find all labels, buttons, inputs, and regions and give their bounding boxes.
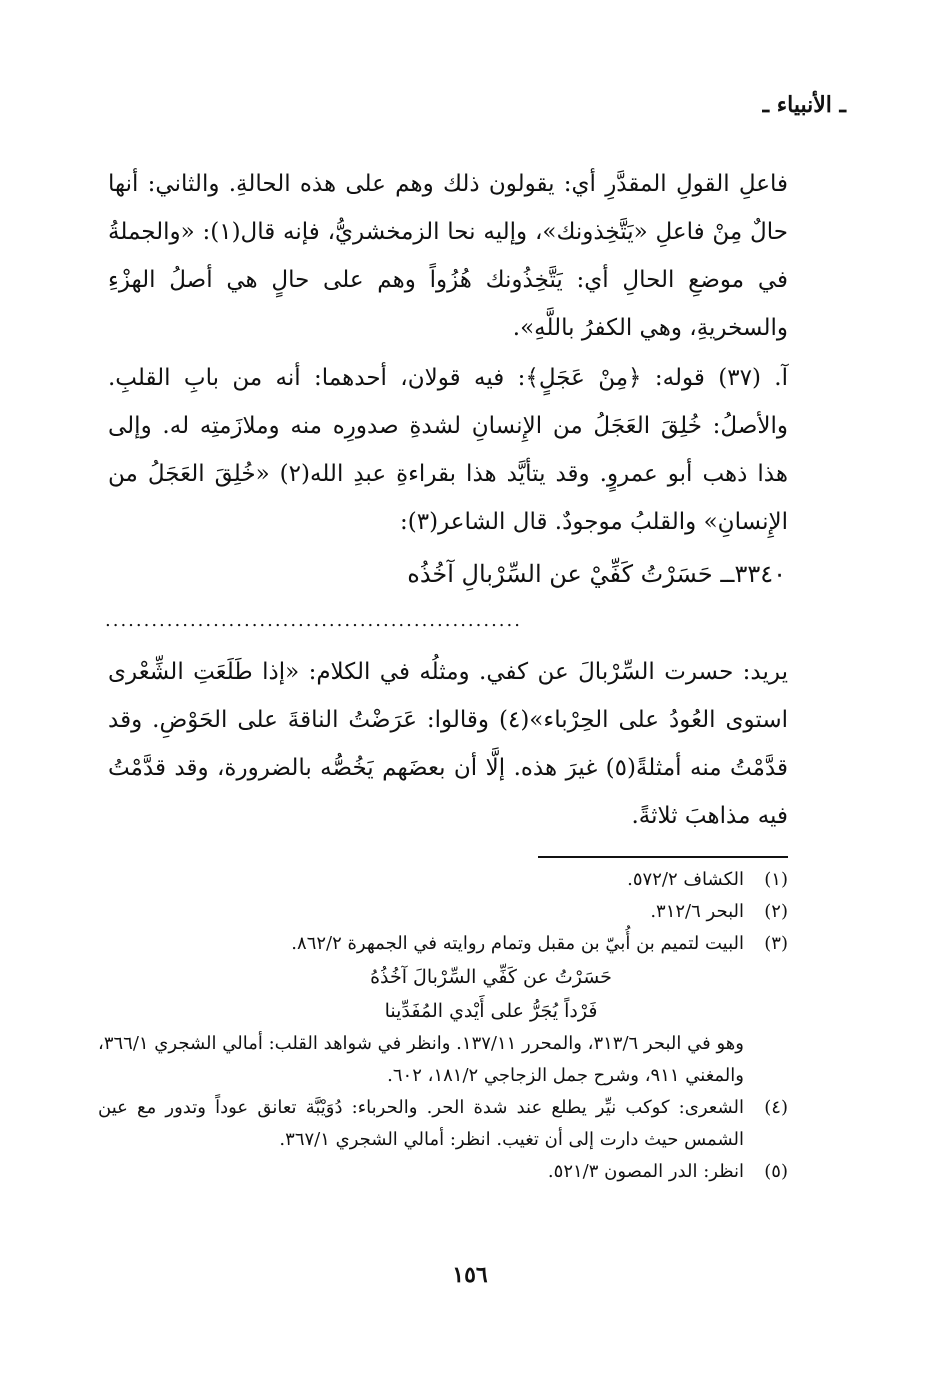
page-number: ١٥٦ (452, 1262, 488, 1288)
footnote-3-continuation: وهو في البحر ٣١٣/٦، والمحرر ١٣٧/١١. وانظر في شواهد القلب: أمالي الشجري ٣٦٦/١، والمغني ٩١١، وشرح جمل الزجاجي ١٨١/٢، ٦٠٢. (98, 1033, 744, 1086)
paragraph-3: يريد: حسرت السِّرْبالَ عن كفي. ومثلُه في الكلام: «إذا طَلَعَتِ الشِّعْرى استوى العُودُ على الحِرْباء»(٤) وقالوا: عَرَضْتُ الناقةَ على الحَوْضِ. وقد قدَّمْتُ منه أمثلةً(٥) غيرَ هذه. إلَّا أن بعضَهم يَخُصُّه بالضرورة، وقد قدَّمْتُ فيه مذاهبَ ثلاثةً. (108, 659, 789, 829)
footnote-text: البيت لتميم بن أُبيّ بن مقبل وتمام روايته في الجمهرة ٨٦٢/٢. (291, 933, 744, 954)
running-title: ـ الأنبياء ـ (762, 92, 846, 118)
footnote-number: (٥) (764, 1161, 788, 1182)
footnote-5 (98, 1156, 788, 1188)
paragraph-2: آ. (٣٧) قوله: ﴿مِنْ عَجَلٍ﴾: فيه قولان، أحدهما: أنه من بابِ القلبِ. والأصلُ: خُلِقَ العَجَلُ من الإِنسانِ لشدةِ صدورِه منه وملازَمتِه له. وإلى هذا ذهب أبو عمروٍ. وقد يتأيَّد هذا بقراءةِ عبدِ الله(٢) «خُلِقَ العَجَلُ من الإِنسانِ» والقلبُ موجودٌ. قال الشاعر(٣): (108, 365, 788, 535)
footnote-text: انظر: الدر المصون ٥٢١/٣. (547, 1161, 744, 1182)
footnote-number: (٤) (764, 1097, 788, 1118)
footnote-4 (98, 1092, 788, 1156)
footnote-1 (98, 864, 788, 896)
footnote-3 (98, 928, 788, 1092)
footnote-verse-line-1: حَسَرْتُ عن كَفِّي السِّرْبالَ آخُذُهُ (370, 966, 612, 988)
footnotes (98, 864, 788, 1188)
footnote-rule (538, 856, 788, 858)
paragraph-1: فاعلِ القولِ المقدَّرِ أي: يقولون ذلك وهم على هذه الحالةِ. والثاني: أنها حالٌ مِنْ فاعلِ «يَتَّخِذونك»، وإليه نحا الزمخشريُّ، فإنه قال(١): «والجملةُ في موضعِ الحالِ أي: يَتَّخِذُونك هُزُواً وهم على حالٍ هي أصلُ الهزْءِ والسخريةِ، وهي الكفرُ باللَّهِ». (108, 171, 788, 341)
footnote-text: البحر ٣١٢/٦. (650, 901, 744, 922)
footnote-number: (٣) (764, 933, 788, 954)
verse-separator-dots: ...................................................... (105, 610, 522, 631)
footnote-2 (98, 896, 788, 928)
footnote-number: (٢) (764, 901, 788, 922)
footnote-number: (١) (764, 869, 788, 890)
footnote-text: الكشاف ٥٧٢/٢. (627, 869, 744, 890)
verse-3340: ٣٣٤٠ــ حَسَرْتُ كَفِّيْ عن السِّرْبالِ آخُذُه (407, 560, 786, 588)
footnote-text: الشعرى: كوكب نيِّر يطلع عند شدة الحر. والحرباء: دُوَيْبَّة تعانق عوداً وتدور مع عين الشمس حيث دارت إلى أن تغيب. انظر: أمالي الشجري ٣٦٧/١. (98, 1097, 744, 1150)
footnote-verse-line-2: فَرْداً يُجَرُّ على أَيْدي المُفَدِّينا (384, 1000, 598, 1022)
